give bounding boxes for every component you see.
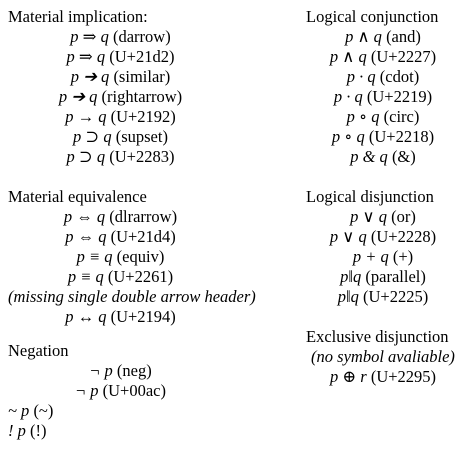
exclusive-heading: Exclusive disjunction bbox=[306, 327, 449, 346]
implication-expr: p ⇒ q bbox=[70, 27, 109, 46]
conjunction-expr: p · q bbox=[333, 87, 363, 106]
negation-expr: ¬ p bbox=[89, 361, 113, 380]
equivalence-expr: p ⇔ q bbox=[63, 207, 106, 226]
conjunction-code: (circ) bbox=[379, 107, 420, 126]
negation-heading: Negation bbox=[8, 341, 69, 360]
conjunction-code: (U+2227) bbox=[366, 47, 437, 66]
implication-code: (rightarrow) bbox=[97, 87, 183, 106]
equivalence-code: (equiv) bbox=[112, 247, 165, 266]
disjunction-code: (or) bbox=[386, 207, 416, 226]
implication-code: (U+2192) bbox=[106, 107, 176, 126]
conjunction-expr: p ∧ q bbox=[345, 27, 382, 46]
conjunction-row bbox=[300, 107, 466, 127]
section-gap bbox=[8, 327, 298, 341]
exclusive-note-text: (no symbol avaliable) bbox=[311, 347, 455, 366]
implication-expr: p ⊃ q bbox=[73, 127, 112, 146]
equivalence-heading: Material equivalence bbox=[8, 187, 147, 206]
equivalence-code: (dlrarrow) bbox=[105, 207, 178, 226]
equivalence-expr: p ⇔ q bbox=[65, 227, 107, 246]
right-column bbox=[300, 7, 466, 387]
conjunction-row bbox=[300, 147, 466, 167]
disjunction-code: (+) bbox=[388, 247, 414, 266]
implication-row bbox=[8, 107, 233, 127]
implication-row bbox=[8, 147, 233, 167]
disjunction-expr: p + q bbox=[352, 247, 389, 266]
disjunction-code: (parallel) bbox=[361, 267, 426, 286]
disjunction-row bbox=[300, 287, 466, 307]
equivalence-code: (U+2261) bbox=[103, 267, 174, 286]
section-gap bbox=[300, 167, 466, 187]
negation-row bbox=[8, 381, 233, 401]
implication-row bbox=[8, 67, 233, 87]
implication-code: (darrow) bbox=[108, 27, 171, 46]
exclusive-code: (U+2295) bbox=[366, 367, 437, 386]
conjunction-row bbox=[300, 87, 466, 107]
equivalence-expr: p ↔ q bbox=[65, 307, 107, 326]
conjunction-code: (cdot) bbox=[375, 67, 420, 86]
negation-expr: ! p bbox=[8, 421, 26, 440]
equivalence-note bbox=[8, 287, 298, 307]
equivalence-row bbox=[8, 267, 233, 287]
section-gap bbox=[8, 167, 298, 187]
negation-expr: ~ p bbox=[8, 401, 30, 420]
conjunction-code: (and) bbox=[381, 27, 421, 46]
disjunction-expr: p ∨ q bbox=[350, 207, 387, 226]
implication-row bbox=[8, 27, 233, 47]
disjunction-heading: Logical disjunction bbox=[306, 187, 434, 206]
disjunction-row bbox=[300, 227, 466, 247]
exclusive-note bbox=[300, 347, 466, 367]
negation-expr: ¬ p bbox=[75, 381, 99, 400]
implication-expr: p ⊃ q bbox=[66, 147, 106, 166]
disjunction-expr: p ∨ q bbox=[329, 227, 367, 246]
equivalence-row bbox=[8, 227, 233, 247]
equivalence-expr: p ≡ q bbox=[76, 247, 113, 266]
conjunction-row bbox=[300, 47, 466, 67]
implication-expr: p ⇒ q bbox=[66, 47, 106, 66]
exclusive-row bbox=[300, 367, 466, 387]
conjunction-heading: Logical conjunction bbox=[306, 7, 439, 26]
conjunction-expr: p ∘ q bbox=[346, 107, 380, 126]
negation-extra-row bbox=[8, 401, 298, 421]
disjunction-code: (U+2228) bbox=[366, 227, 437, 246]
disjunction-expr: p‖q bbox=[337, 287, 359, 306]
conjunction-row bbox=[300, 67, 466, 87]
left-column bbox=[8, 7, 298, 441]
disjunction-code: (U+2225) bbox=[358, 287, 429, 306]
equivalence-code: (U+21d4) bbox=[106, 227, 176, 246]
implication-heading: Material implication: bbox=[8, 7, 148, 26]
conjunction-row bbox=[300, 127, 466, 147]
implication-row bbox=[8, 87, 233, 107]
negation-extra-row bbox=[8, 421, 298, 441]
negation-code: (U+00ac) bbox=[98, 381, 166, 400]
disjunction-expr: p‖q bbox=[340, 267, 362, 286]
implication-row bbox=[8, 127, 233, 147]
conjunction-expr: p · q bbox=[346, 67, 376, 86]
conjunction-code: (U+2219) bbox=[362, 87, 433, 106]
equivalence-code: (U+2194) bbox=[106, 307, 176, 326]
equivalence-row bbox=[8, 207, 233, 227]
implication-expr: p ➔ q bbox=[70, 67, 110, 86]
equivalence-note-text: (missing single double arrow header) bbox=[8, 287, 256, 306]
conjunction-expr: p & q bbox=[350, 147, 388, 166]
equivalence-row bbox=[8, 307, 233, 327]
conjunction-expr: p ∧ q bbox=[329, 47, 367, 66]
implication-expr: p → q bbox=[65, 107, 107, 126]
disjunction-row bbox=[300, 207, 466, 227]
disjunction-row bbox=[300, 247, 466, 267]
conjunction-code: (&) bbox=[387, 147, 416, 166]
implication-code: (U+2283) bbox=[105, 147, 175, 166]
equivalence-row bbox=[8, 247, 233, 267]
negation-code: (neg) bbox=[112, 361, 152, 380]
negation-row bbox=[8, 361, 233, 381]
exclusive-expr: p ⊕ r bbox=[329, 367, 367, 386]
equivalence-expr: p ≡ q bbox=[67, 267, 104, 286]
negation-code: (~) bbox=[29, 401, 54, 420]
implication-code: (U+21d2) bbox=[105, 47, 175, 66]
implication-code: (supset) bbox=[111, 127, 168, 146]
conjunction-row bbox=[300, 27, 466, 47]
implication-expr: p ➔ q bbox=[58, 87, 98, 106]
disjunction-row bbox=[300, 267, 466, 287]
implication-row bbox=[8, 47, 233, 67]
conjunction-code: (U+2218) bbox=[364, 127, 435, 146]
conjunction-expr: p ∘ q bbox=[331, 127, 365, 146]
section-gap bbox=[300, 307, 466, 327]
implication-code: (similar) bbox=[109, 67, 171, 86]
negation-code: (!) bbox=[25, 421, 47, 440]
